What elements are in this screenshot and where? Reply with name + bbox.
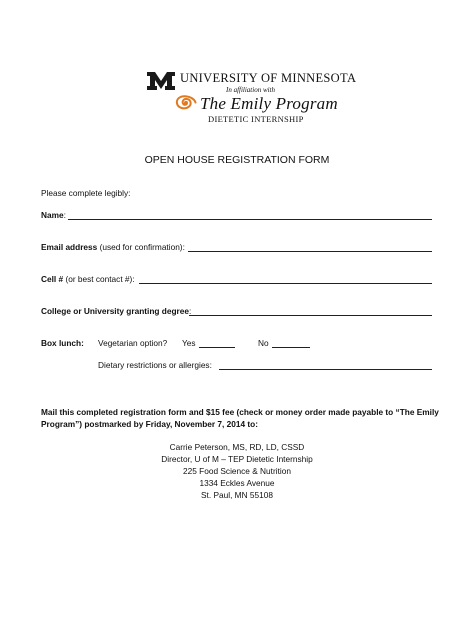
address-line: 1334 Eckles Avenue	[199, 478, 275, 488]
yes-field[interactable]	[199, 347, 235, 348]
form-title: OPEN HOUSE REGISTRATION FORM	[144, 154, 330, 166]
cell-label: Cell #	[41, 274, 64, 284]
university-m-logo-icon	[146, 71, 176, 91]
cell-note: (or best contact #):	[63, 274, 135, 284]
address-line: 225 Food Science & Nutrition	[183, 466, 291, 476]
email-label-row	[41, 242, 185, 252]
mail-instructions: Mail this completed registration form and $15 fee (check or money order made payable to “The Emily Program”) postmarked by Friday, November 7, 2014 to:	[41, 407, 439, 429]
name-colon: :	[63, 210, 66, 220]
yes-label: Yes	[182, 338, 196, 348]
cell-field[interactable]	[139, 283, 432, 284]
address-line: Director, U of M – TEP Dietetic Internship	[161, 454, 313, 464]
no-label: No	[258, 338, 269, 348]
internship-name: DIETETIC INTERNSHIP	[208, 114, 304, 124]
name-label-row	[41, 210, 66, 220]
affiliation-text: In affiliation with	[226, 86, 276, 94]
instructions-text: Please complete legibly:	[41, 188, 131, 198]
college-field[interactable]	[189, 315, 432, 316]
program-name: The Emily Program	[200, 94, 338, 113]
name-label: Name	[41, 210, 64, 220]
college-colon: :	[189, 306, 192, 316]
university-name: UNIVERSITY OF MINNESOTA	[180, 71, 357, 85]
email-field[interactable]	[188, 251, 432, 252]
college-label: College or University granting degree	[41, 306, 189, 316]
no-field[interactable]	[272, 347, 310, 348]
college-label-row	[41, 306, 191, 316]
email-label: Email address	[41, 242, 98, 252]
name-field[interactable]	[68, 219, 432, 220]
dietary-field[interactable]	[219, 369, 432, 370]
dietary-label: Dietary restrictions or allergies:	[98, 360, 212, 370]
cell-label-row	[41, 274, 135, 284]
box-lunch-label: Box lunch:	[41, 338, 84, 348]
vegetarian-label: Vegetarian option?	[98, 338, 168, 348]
address-line: St. Paul, MN 55108	[201, 490, 273, 500]
spiral-logo-icon	[173, 95, 197, 111]
address-line: Carrie Peterson, MS, RD, LD, CSSD	[169, 442, 305, 452]
email-note: (used for confirmation):	[97, 242, 185, 252]
